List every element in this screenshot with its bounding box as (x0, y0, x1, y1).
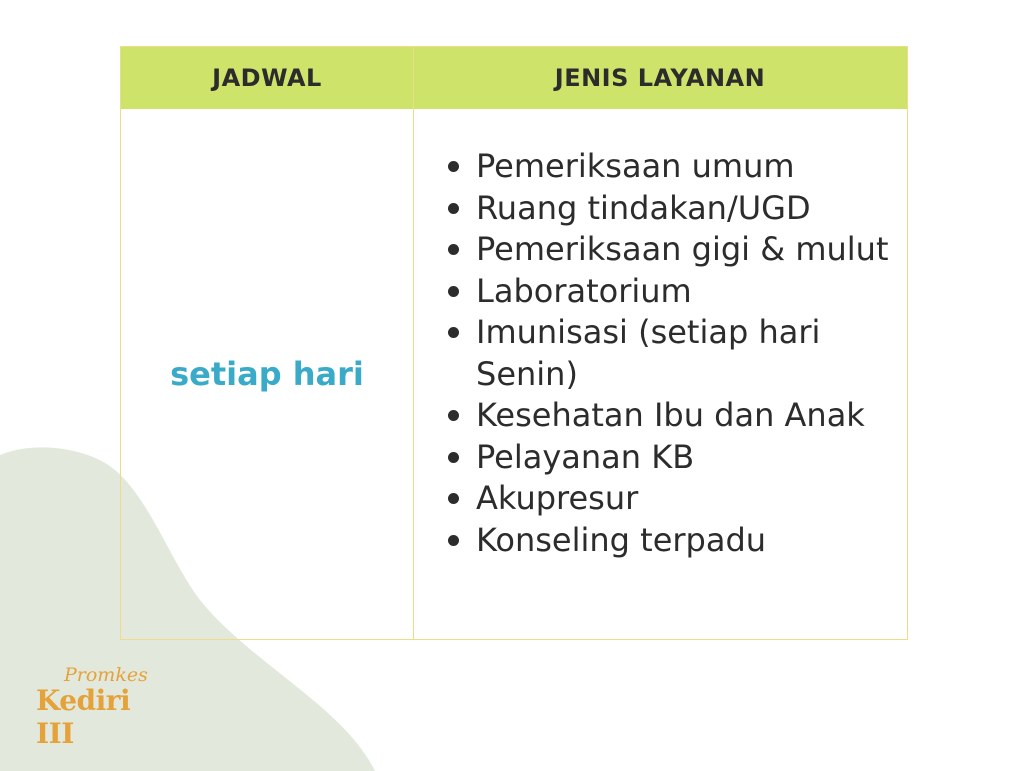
service-item (444, 229, 906, 271)
service-item (444, 478, 906, 520)
table-header-row (121, 47, 907, 109)
service-item (444, 395, 906, 437)
bullet-icon (448, 203, 459, 214)
bullet-icon (448, 327, 459, 338)
service-label: Akupresur (476, 479, 639, 517)
service-item (444, 271, 906, 313)
service-label: Pelayanan KB (476, 437, 695, 476)
services-cell (414, 109, 908, 639)
header-services: JENIS LAYANAN (554, 64, 766, 92)
schedule-cell (121, 109, 413, 639)
bullet-icon (448, 161, 459, 172)
services-list (444, 146, 906, 561)
service-label: Imunisasi (setiap hari Senin) (476, 313, 821, 393)
service-item (444, 146, 906, 188)
service-label: Ruang tindakan/UGD (476, 188, 811, 227)
header-schedule: JADWAL (212, 64, 322, 92)
schedule-table (120, 46, 908, 640)
bullet-icon (448, 452, 459, 463)
logo-big-text: Kediri III (36, 684, 131, 750)
bullet-icon (448, 535, 459, 546)
service-item (444, 520, 906, 562)
service-label: Kesehatan Ibu dan Anak (476, 396, 865, 434)
service-item (444, 188, 906, 230)
service-item (444, 437, 906, 479)
service-item (444, 312, 906, 395)
bullet-icon (448, 493, 459, 504)
service-label: Laboratorium (476, 271, 692, 310)
promkes-logo (36, 664, 176, 750)
bullet-icon (448, 410, 459, 421)
bullet-icon (448, 286, 459, 297)
service-label: Pemeriksaan gigi & mulut (476, 230, 889, 268)
logo-small-text: Promkes (64, 664, 148, 686)
bullet-icon (448, 244, 459, 255)
service-label: Pemeriksaan umum (476, 147, 795, 185)
schedule-value: setiap hari (170, 355, 364, 393)
service-label: Konseling terpadu (476, 520, 767, 559)
